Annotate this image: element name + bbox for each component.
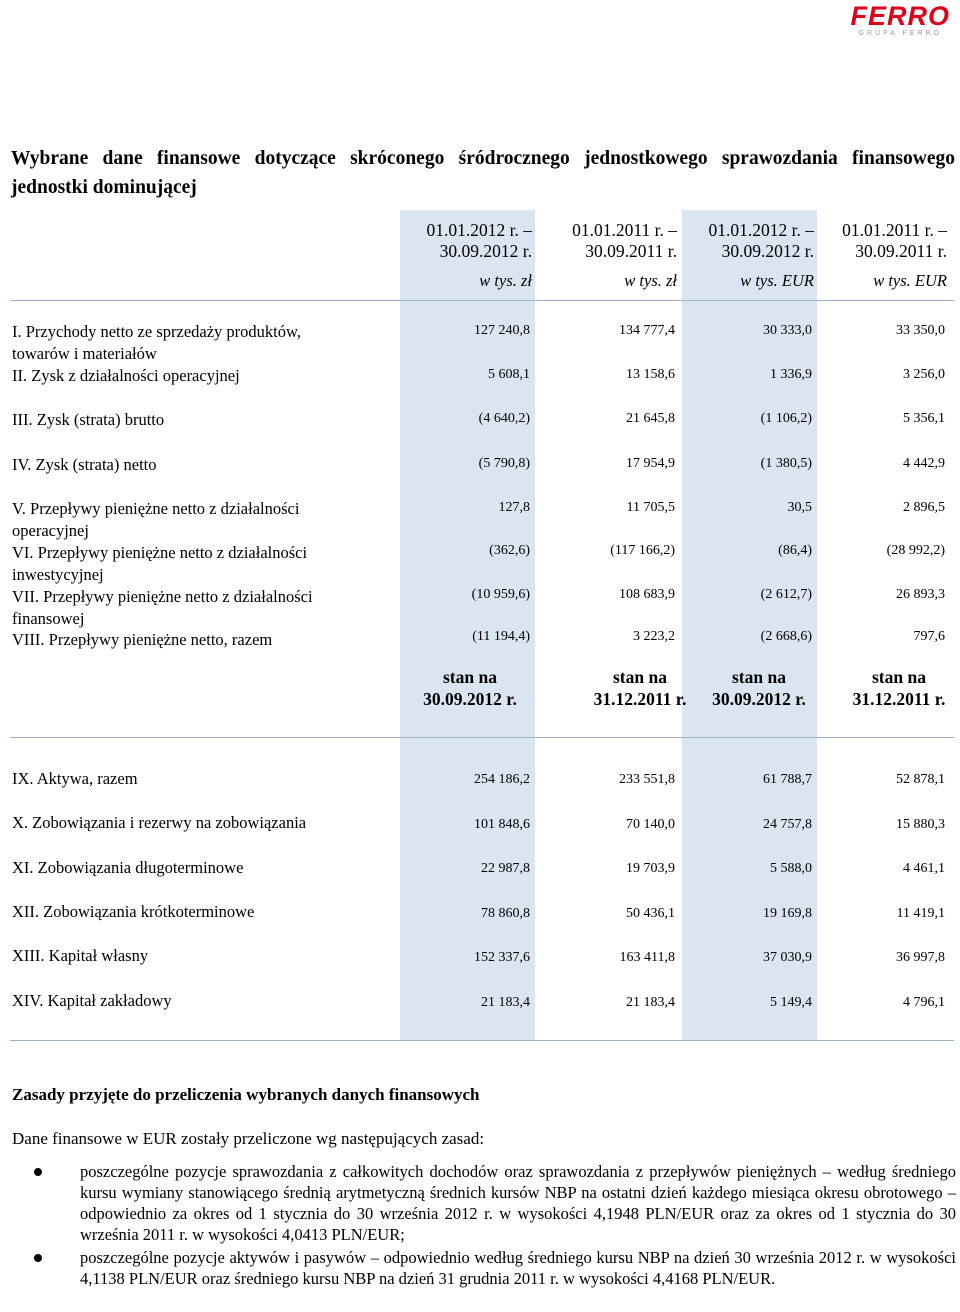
- row-value: 3 256,0: [903, 367, 945, 382]
- row-value: (4 640,2): [478, 411, 530, 426]
- row-label-cont: towarów i materiałów: [12, 344, 157, 363]
- period-header-start: 01.01.2012 r. –: [426, 220, 532, 240]
- row-value: (86,4): [778, 543, 812, 558]
- row-value: (1 106,2): [760, 411, 812, 426]
- row-value: 37 030,9: [763, 950, 812, 965]
- row-value: (2 612,7): [760, 587, 812, 602]
- row-label: XIII. Kapitał własny: [12, 946, 149, 965]
- stan-header-label: stan na: [872, 667, 926, 687]
- stan-header-date: 31.12.2011 r.: [593, 689, 687, 709]
- row-value: 5 608,1: [488, 367, 530, 382]
- principles-title: Zasady przyjęte do przeliczenia wybranych danych finansowych: [12, 1085, 480, 1104]
- period-header-3: [682, 220, 814, 291]
- row-value: 19 169,8: [763, 906, 812, 921]
- row-value: 233 551,8: [619, 772, 675, 787]
- period-header-end: 30.09.2012 r.: [439, 241, 532, 261]
- row-value: 13 158,6: [626, 367, 675, 382]
- principles-intro: Dane finansowe w EUR zostały przeliczone wg następujących zasad:: [12, 1129, 485, 1148]
- row-value: 5 356,1: [903, 411, 945, 426]
- list-item-text: poszczególne pozycje aktywów i pasywów – odpowiednio według średniego kursu NBP na dzień 30 września 2012 r. w wysokości 4,1138 PLN/EUR oraz średniego kursu NBP na dzień 31 grudnia 2011 r. w wysokości 4,4168 PLN/EUR.: [80, 1248, 956, 1288]
- ferro-logo: [851, 2, 951, 38]
- row-label: XI. Zobowiązania długoterminowe: [12, 858, 244, 877]
- row-value: 3 223,2: [633, 629, 675, 644]
- row-label-cont: operacyjnej: [12, 521, 89, 540]
- bullet-icon: [34, 1168, 42, 1176]
- period-header-end: 30.09.2012 r.: [721, 241, 814, 261]
- row-value: (1 380,5): [760, 456, 812, 471]
- period-header-start: 01.01.2011 r. –: [572, 220, 677, 240]
- row-value: 15 880,3: [896, 817, 945, 832]
- list-item: [0, 1247, 958, 1289]
- list-item: [0, 1161, 958, 1245]
- row-value: 36 997,8: [896, 950, 945, 965]
- stan-header-4: [834, 666, 960, 710]
- stan-header-1: [405, 666, 535, 710]
- stan-header-label: stan na: [443, 667, 497, 687]
- period-header-unit: w tys. zł: [624, 271, 677, 290]
- stan-header-2: [575, 666, 705, 710]
- row-value: 4 796,1: [903, 995, 945, 1010]
- row-value: 33 350,0: [896, 323, 945, 338]
- stan-header-label: stan na: [613, 667, 667, 687]
- row-label: XII. Zobowiązania krótkoterminowe: [12, 902, 255, 921]
- row-label-cont: finansowej: [12, 609, 85, 628]
- row-value: 11 419,1: [896, 906, 945, 921]
- stan-header-label: stan na: [732, 667, 786, 687]
- row-label: V. Przepływy pieniężne netto z działalności: [12, 499, 300, 518]
- stan-header-date: 30.09.2012 r.: [423, 689, 517, 709]
- row-value: 11 705,5: [626, 500, 675, 515]
- row-label-cont: inwestycyjnej: [12, 565, 104, 584]
- row-value: 797,6: [913, 629, 945, 644]
- row-label: VII. Przepływy pieniężne netto z działalności: [12, 587, 313, 606]
- row-label: III. Zysk (strata) brutto: [12, 410, 165, 429]
- row-value: 22 987,8: [481, 861, 530, 876]
- logo-brand: FERRO: [850, 1, 950, 31]
- table-bottom-border: [10, 1040, 954, 1041]
- row-value: 30 333,0: [763, 323, 812, 338]
- row-value: (2 668,6): [760, 629, 812, 644]
- row-value: (10 959,6): [471, 587, 530, 602]
- row-value: 4 461,1: [903, 861, 945, 876]
- row-label: VIII. Przepływy pieniężne netto, razem: [12, 630, 273, 649]
- principles-list: [0, 1161, 958, 1291]
- row-value: 134 777,4: [619, 323, 675, 338]
- row-value: 26 893,3: [896, 587, 945, 602]
- row-value: 127 240,8: [474, 323, 530, 338]
- row-value: 163 411,8: [619, 950, 675, 965]
- period-header-start: 01.01.2012 r. –: [708, 220, 814, 240]
- row-value: 21 645,8: [626, 411, 675, 426]
- period-header-unit: w tys. zł: [479, 271, 532, 290]
- row-value: 52 878,1: [896, 772, 945, 787]
- row-value: 21 183,4: [481, 995, 530, 1010]
- stan-header-3: [694, 666, 824, 710]
- row-value: 30,5: [787, 500, 812, 515]
- row-value: 254 186,2: [474, 772, 530, 787]
- row-label: XIV. Kapitał zakładowy: [12, 991, 172, 1010]
- row-value: (11 194,4): [472, 629, 530, 644]
- row-value: 152 337,6: [474, 950, 530, 965]
- page-title: Wybrane dane finansowe dotyczące skróconego śródrocznego jednostkowego sprawozdania finansowego jednostki dominującej: [11, 148, 955, 198]
- row-value: 70 140,0: [626, 817, 675, 832]
- row-label: VI. Przepływy pieniężne netto z działalności: [12, 543, 308, 562]
- row-value: 21 183,4: [626, 995, 675, 1010]
- row-value: 4 442,9: [903, 456, 945, 471]
- row-value: (117 166,2): [610, 543, 675, 558]
- list-item-text: poszczególne pozycje sprawozdania z całkowitych dochodów oraz sprawozdania z przepływów pieniężnych – według średniego kursu wymiany stanowiącego średnią arytmetyczną średnich kursów NBP na ostatni dzień każdego miesiąca okresu obrotowego – odpowiednio za okres od 1 stycznia do 30 września 2012 r. w wysokości 4,1948 PLN/EUR oraz za okres od 1 stycznia do 30 września 2011 r. w wysokości 4,0413 PLN/EUR;: [80, 1162, 956, 1244]
- period-header-unit: w tys. EUR: [873, 271, 947, 290]
- logo-tagline: GRUPA FERRO: [858, 30, 942, 37]
- row-value: 101 848,6: [474, 817, 530, 832]
- row-value: (362,6): [489, 543, 530, 558]
- period-header-unit: w tys. EUR: [740, 271, 814, 290]
- row-label: I. Przychody netto ze sprzedaży produktów,: [12, 322, 301, 341]
- row-value: (28 992,2): [886, 543, 945, 558]
- row-value: 1 336,9: [770, 367, 812, 382]
- section-separator: [10, 737, 954, 738]
- row-value: 2 896,5: [903, 500, 945, 515]
- period-header-end: 30.09.2011 r.: [585, 241, 677, 261]
- row-value: 24 757,8: [763, 817, 812, 832]
- stan-header-date: 31.12.2011 r.: [852, 689, 946, 709]
- row-value: 61 788,7: [763, 772, 812, 787]
- row-value: 5 588,0: [770, 861, 812, 876]
- period-header-end: 30.09.2011 r.: [855, 241, 947, 261]
- row-label: IX. Aktywa, razem: [12, 769, 138, 788]
- period-header-4: [815, 220, 947, 291]
- row-value: 50 436,1: [626, 906, 675, 921]
- row-label: IV. Zysk (strata) netto: [12, 455, 157, 474]
- stan-header-date: 30.09.2012 r.: [712, 689, 806, 709]
- row-value: 5 149,4: [770, 995, 812, 1010]
- row-value: 127,8: [498, 500, 530, 515]
- period-header-1: [400, 220, 532, 291]
- period-header-start: 01.01.2011 r. –: [842, 220, 947, 240]
- period-header-2: [545, 220, 677, 291]
- bullet-icon: [34, 1254, 42, 1262]
- row-value: (5 790,8): [478, 456, 530, 471]
- row-value: 17 954,9: [626, 456, 675, 471]
- header-separator: [10, 300, 954, 301]
- row-value: 108 683,9: [619, 587, 675, 602]
- row-value: 78 860,8: [481, 906, 530, 921]
- row-label: II. Zysk z działalności operacyjnej: [12, 366, 240, 385]
- row-value: 19 703,9: [626, 861, 675, 876]
- row-label: X. Zobowiązania i rezerwy na zobowiązania: [12, 813, 307, 832]
